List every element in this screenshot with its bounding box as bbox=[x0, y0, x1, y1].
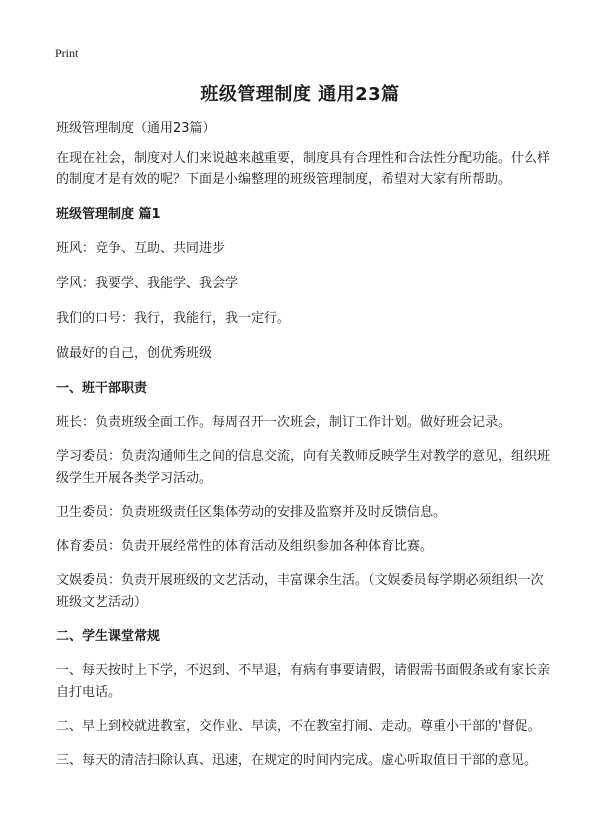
print-link[interactable]: Print bbox=[55, 46, 79, 60]
section-heading-routines: 二、学生课堂常规 bbox=[56, 629, 161, 644]
list-item: 卫生委员：负责班级责任区集体劳动的安排及监察并及时反馈信息。 bbox=[56, 505, 447, 520]
intro-paragraph: 在现在社会，制度对人们来说越来越重要，制度具有合理性和合法性分配功能。什么样的制度才是有效的呢？下面是小编整理的班级管理制度，希望对大家有所帮助。 bbox=[56, 151, 551, 187]
list-item: 文娱委员：负责开展班级的文艺活动，丰富课余生活。（文娱委员每学期必须组织一次班级文艺活动） bbox=[56, 573, 544, 610]
slogan-line: 我们的口号：我行，我能行，我一定行。 bbox=[56, 311, 291, 326]
list-item: 体育委员：负责开展经常性的体育活动及组织参加各种体育比赛。 bbox=[56, 539, 434, 554]
class-style-line: 班风：竞争、互助、共同进步 bbox=[56, 241, 226, 256]
document-subtitle: 班级管理制度（通用23篇） bbox=[56, 121, 216, 136]
section-heading-duties: 一、班干部职责 bbox=[56, 381, 148, 396]
list-item: 班长：负责班级全面工作。每周召开一次班会，制订工作计划。做好班会记录。 bbox=[56, 415, 512, 430]
part-heading: 班级管理制度 篇1 bbox=[56, 207, 161, 222]
list-item: 学习委员：负责沟通师生之间的信息交流，向有关教师反映学生对教学的意见，组织班级学生开展各类学习活动。 bbox=[56, 449, 551, 486]
motto-line: 做最好的自己，创优秀班级 bbox=[56, 346, 213, 361]
list-item: 二、早上到校就进教室，交作业、早读，不在教室打闹、走动。尊重小干部的'督促。 bbox=[56, 719, 541, 734]
list-item: 一、每天按时上下学，不迟到、不早退，有病有事要请假，请假需书面假条或有家长亲自打电话。 bbox=[56, 663, 551, 700]
document-body bbox=[56, 118, 556, 784]
study-style-line: 学风：我要学、我能学、我会学 bbox=[56, 276, 239, 291]
document-title: 班级管理制度 通用23篇 bbox=[200, 84, 400, 105]
list-item: 三、每天的清洁扫除认真、迅速，在规定的时间内完成。虚心听取值日干部的意见。 bbox=[56, 753, 538, 768]
